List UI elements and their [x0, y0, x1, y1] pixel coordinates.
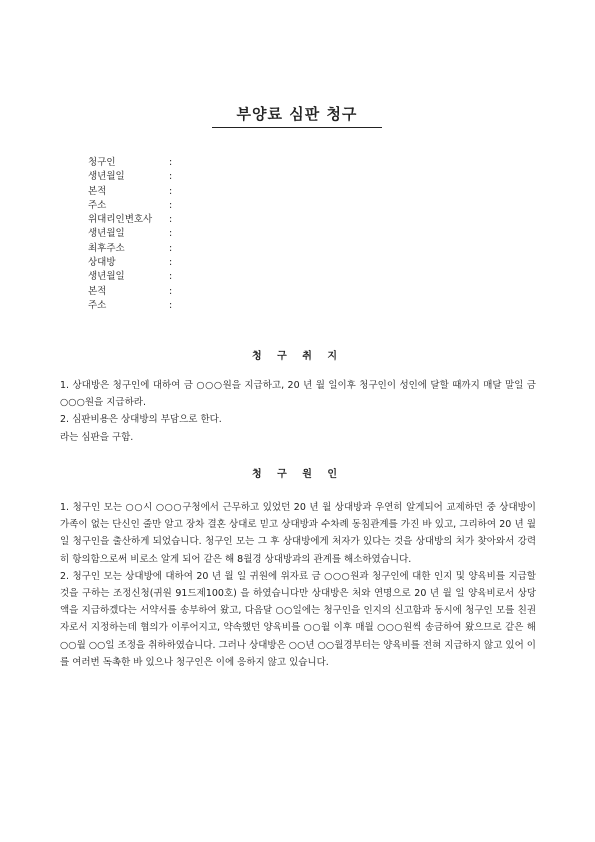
party-colon: :: [169, 171, 173, 183]
party-colon: :: [169, 199, 173, 211]
party-label: 생년월일: [88, 171, 125, 183]
party-colon: :: [169, 299, 173, 311]
purpose-section: [60, 377, 536, 446]
cause-item: 1. 청구인 모는 ○○시 ○○○구청에서 근무하고 있었던 20 년 월 상대방과 우연히 알게되어 교제하던 중 상대방이 가족이 없는 단신인 줄만 알고 장차 결혼 상대로 믿고 상대방과 수차례 동침관계를 가진 바 있고, 그리하여 20 년 월 일 청구인을 출산하게 되었습니다. 청구인 모는 그 후 상대방에게 처자가 있다는 것을 상대방의 처가 찾아와서 강력히 항의함으로써 비로소 알게 되어 같은 해 8월경 상대방과의 관계를 해소하였습니다.: [60, 502, 536, 565]
party-label: 상대방: [88, 257, 116, 269]
party-label: 본적: [88, 285, 107, 297]
party-row: [88, 227, 172, 241]
document-title: 부양료 심판 청구: [212, 103, 382, 128]
party-label: 청구인: [88, 157, 116, 168]
party-colon: :: [169, 285, 173, 297]
party-info-block: [88, 156, 172, 313]
party-label: 본적: [88, 185, 107, 197]
party-row: [88, 199, 172, 213]
party-colon: :: [169, 271, 173, 283]
party-colon: :: [169, 214, 173, 226]
party-colon: :: [169, 242, 173, 254]
party-label: 주소: [88, 299, 107, 311]
party-colon: :: [169, 185, 173, 197]
cause-heading: 청 구 원 인: [251, 469, 344, 480]
party-row: [88, 185, 172, 199]
party-row: [88, 213, 172, 227]
cause-section: [60, 499, 536, 671]
purpose-heading: 청 구 취 지: [251, 351, 344, 362]
party-row: [88, 256, 172, 270]
party-label: 주소: [88, 199, 107, 211]
party-label: 생년월일: [88, 228, 125, 240]
party-label: 위대리인변호사: [88, 214, 153, 226]
party-colon: :: [169, 257, 173, 269]
purpose-item: 라는 심판을 구함.: [60, 431, 134, 443]
party-row: [88, 170, 172, 184]
party-label: 최후주소: [88, 242, 125, 254]
purpose-item: 1. 상대방은 청구인에 대하여 금 ○○○원을 지급하고, 20 년 월 일이후 청구인이 성인에 달할 때까지 매달 말일 금 ○○○원을 지급하라.: [60, 380, 536, 409]
party-colon: :: [169, 228, 173, 240]
party-colon: :: [169, 157, 173, 168]
party-row: [88, 299, 172, 313]
cause-item: 2. 청구인 모는 상대방에 대하여 20 년 월 일 귀원에 위자료 금 ○○○원과 청구인에 대한 인지 및 양육비를 지급할 것을 구하는 조정신청(귀원 91드제100호) 을 하였습니다만 상대방은 처와 연명으로 20 년 월 일 양육비로서 상당액을 지급하겠다는 서약서를 송부하여 왔고, 다음달 ○○일에는 청구인을 인지의 신고함과 동시에 청구인 모를 친권자로서 지정하는데 협의가 이루어지고, 약속했던 양육비를 ○○월 이후 매월 ○○○원씩 송금하여 왔으므로 같은 해 ○○월 ○○일 조정을 취하하였습니다. 그러나 상대방은 ○○년 ○○월경부터는 양육비를 전혀 지급하지 않고 있어 이를 여러번 독촉한 바 있으나 청구인은 이에 응하지 않고 있습니다.: [60, 570, 536, 668]
party-row: [88, 285, 172, 299]
party-label: 생년월일: [88, 271, 125, 283]
party-row: [88, 156, 172, 170]
purpose-item: 2. 심판비용은 상대방의 부담으로 한다.: [60, 414, 222, 426]
party-row: [88, 270, 172, 284]
party-row: [88, 242, 172, 256]
